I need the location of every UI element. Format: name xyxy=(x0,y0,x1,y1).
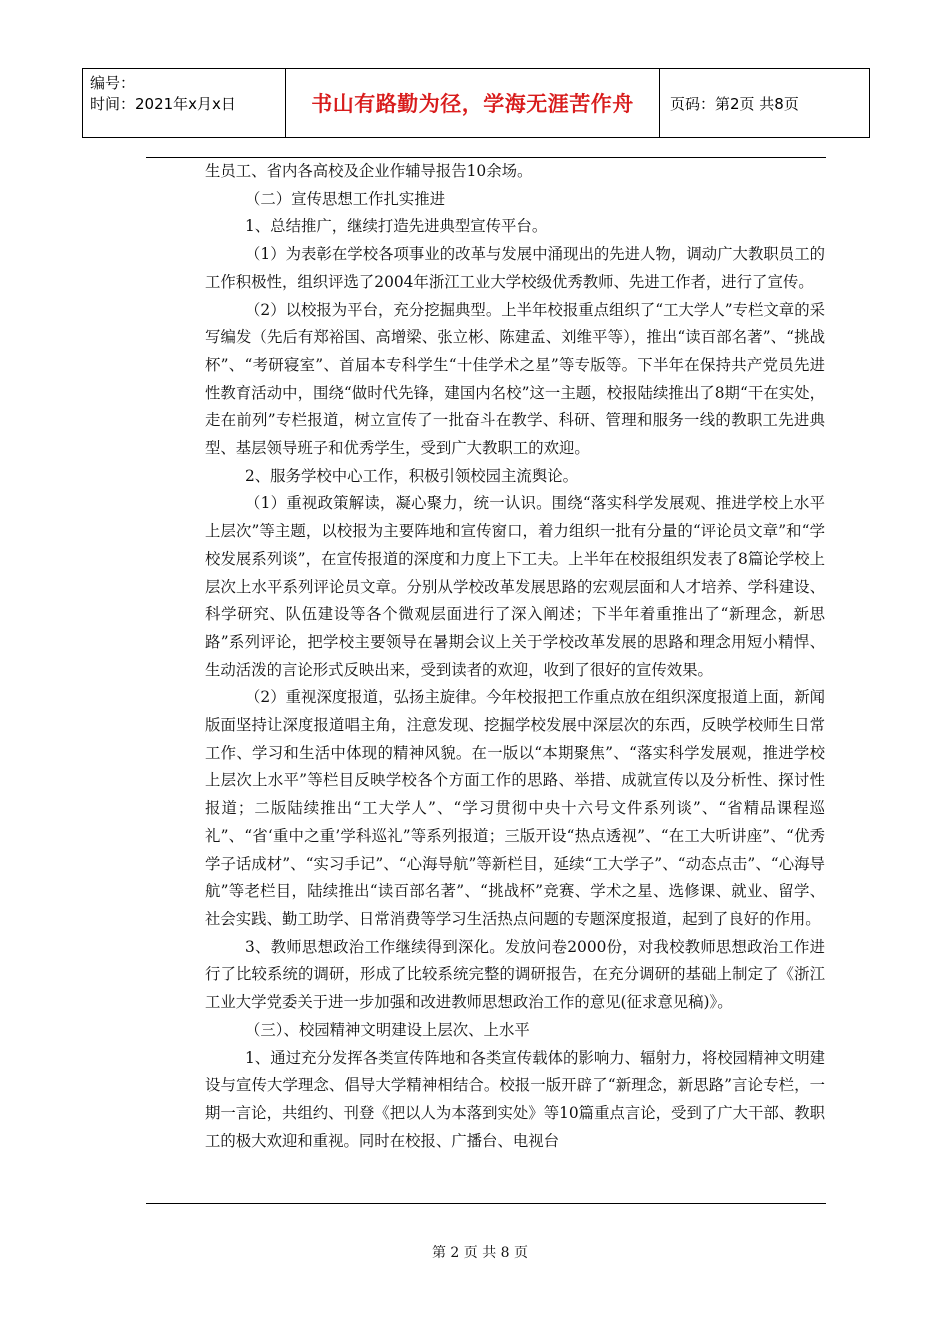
doc-number-label: 编号： xyxy=(90,74,136,92)
body-paragraph: （三）、校园精神文明建设上层次、上水平 xyxy=(245,1020,530,1039)
body-paragraph: 1、通过充分发挥各类宣传阵地和各类宣传载体的影响力、辐射力，将校园精神文明建设与宣传大学理念、倡导大学精神相结合。校报一版开辟了“新理念，新思路”言论专栏，一期一言论，共组约、刊登《把以人为本落到实处》等10篇重点言论，受到了广大干部、教职工的极大欢迎和重视。同时在校报、广播台、电视台 xyxy=(205,1048,825,1150)
body-paragraph: （1）重视政策解读，凝心聚力，统一认识。围绕“落实科学发展观、推进学校上水平上层次”等主题，以校报为主要阵地和宣传窗口，着力组织一批有分量的“评论员文章”和“学校发展系列谈”，在宣传报道的深度和力度上下工夫。上半年在校报组织发表了8篇论学校上层次上水平系列评论员文章。分别从学校改革发展思路的宏观层面和人才培养、学科建设、科学研究、队伍建设等各个微观层面进行了深入阐述；下半年着重推出了“新理念，新思路”系列评论，把学校主要领导在暑期会议上关于学校改革发展的思路和理念用短小精悍、生动活泼的言论形式反映出来，受到读者的欢迎，收到了很好的宣传效果。 xyxy=(205,494,825,679)
header-page-number: 页码：第2页 共8页 xyxy=(670,94,799,113)
body-paragraph: 3、教师思想政治工作继续得到深化。发放问卷2000份，对我校教师思想政治工作进行了比较系统的调研，形成了比较系统完整的调研报告，在充分调研的基础上制定了《浙江工业大学党委关于进一步加强和改进教师思想政治工作的意见(征求意见稿)》。 xyxy=(205,937,825,1012)
header-meta xyxy=(83,69,286,137)
body-paragraph: 2、服务学校中心工作，积极引领校园主流舆论。 xyxy=(245,466,578,485)
body-paragraph: （2）以校报为平台，充分挖掘典型。上半年校报重点组织了“工大学人”专栏文章的采写编发（先后有郑裕国、高增梁、张立彬、陈建孟、刘维平等），推出“读百部名著”、“挑战杯”、“考研寝室”、首届本专科学生“十佳学术之星”等专版等。下半年在保持共产党员先进性教育活动中，围绕“做时代先锋，建国内名校”这一主题，校报陆续推出了8期“干在实处，走在前列”专栏报道，树立宣传了一批奋斗在教学、科研、管理和服务一线的教职工先进典型、基层领导班子和优秀学生，受到广大教职工的欢迎。 xyxy=(205,300,825,458)
page-header xyxy=(82,68,870,138)
body-paragraph: （二）宣传思想工作扎实推进 xyxy=(245,189,446,208)
body-paragraph: 1、总结推广，继续打造先进典型宣传平台。 xyxy=(245,217,548,236)
page-footer: 第 2 页 共 8 页 xyxy=(431,1245,529,1261)
body-paragraph: （2）重视深度报道，弘扬主旋律。今年校报把工作重点放在组织深度报道上面，新闻版面坚持让深度报道唱主角，注意发现、挖掘学校发展中深层次的东西，反映学校师生日常工作、学习和生活中体现的精神风貌。在一版以“本期聚焦”、“落实科学发展观，推进学校上层次上水平”等栏目反映学校各个方面工作的思路、举措、成就宣传以及分析性、探讨性报道；二版陆续推出“工大学人”、“学习贯彻中央十六号文件系列谈”、“省精品课程巡礼”、“省‘重中之重’学科巡礼”等系列报道；三版开设“热点透视”、“在工大听讲座”、“优秀学子话成材”、“实习手记”、“心海导航”等新栏目，延续“工大学子”、“动态点击”、“心海导航”等老栏目，陆续推出“读百部名著”、“挑战杯”竞赛、学术之星、选修课、就业、留学、社会实践、勤工助学、日常消费等学习生活热点问题的专题深度报道，起到了良好的作用。 xyxy=(205,688,825,928)
body-paragraph: （1）为表彰在学校各项事业的改革与发展中涌现出的先进人物，调动广大教职员工的工作积极性，组织评选了2004年浙江工业大学校级优秀教师、先进工作者，进行了宣传。 xyxy=(205,245,825,291)
document-body xyxy=(205,158,825,1155)
body-paragraph: 生员工、省内各高校及企业作辅导报告10余场。 xyxy=(205,162,533,180)
header-motto: 书山有路勤为径，学海无涯苦作舟 xyxy=(286,69,660,137)
doc-time-label: 时间：2021年x月x日 xyxy=(90,95,236,113)
bottom-divider xyxy=(146,1203,826,1204)
